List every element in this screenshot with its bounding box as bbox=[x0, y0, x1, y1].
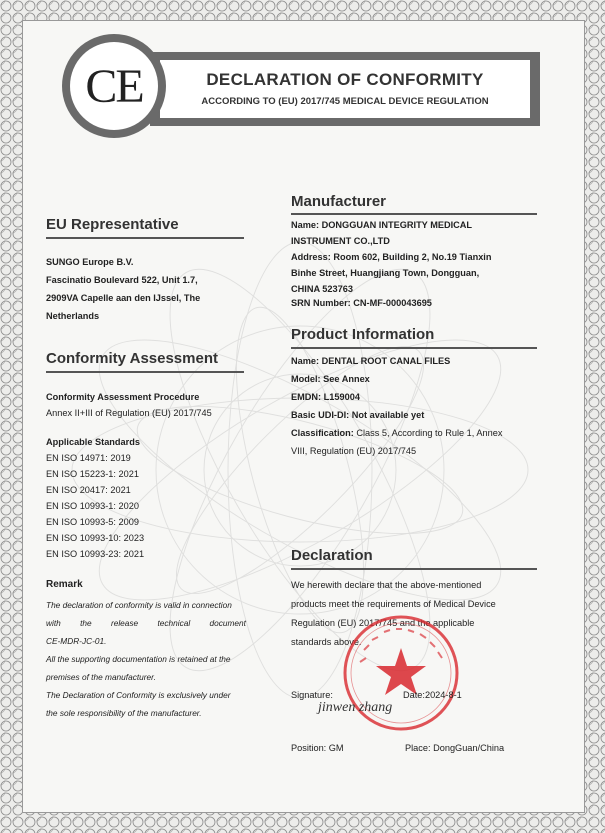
product-udi: Basic UDI-DI: Not available yet bbox=[291, 410, 425, 420]
standard-item: EN ISO 10993-10: 2023 bbox=[46, 533, 145, 543]
ce-mark-logo bbox=[62, 34, 166, 138]
standard-item: EN ISO 10993-5: 2009 bbox=[46, 517, 139, 527]
declaration-heading: Declaration bbox=[291, 547, 373, 564]
declaration-line: Regulation (EU) 2017/745 and the applicable bbox=[291, 618, 475, 628]
document-title: DECLARATION OF CONFORMITY bbox=[206, 70, 484, 89]
standard-item: EN ISO 15223-1: 2021 bbox=[46, 469, 139, 479]
remark-word: release bbox=[110, 618, 139, 628]
manufacturer-line: Binhe Street, Huangjiang Town, Dongguan, bbox=[291, 268, 480, 278]
remark-line: CE-MDR-JC-01. bbox=[46, 636, 107, 646]
procedure-label: Conformity Assessment Procedure bbox=[46, 392, 200, 402]
product-emdn: EMDN: L159004 bbox=[291, 392, 360, 402]
product-rule bbox=[291, 347, 537, 349]
declaration-rule bbox=[291, 568, 537, 570]
product-model: Model: See Annex bbox=[291, 374, 370, 384]
declaration-line: standards above. bbox=[291, 637, 362, 647]
conformity-rule bbox=[46, 371, 244, 373]
remark-word: with bbox=[46, 618, 61, 628]
remark-line: The declaration of conformity is valid in connection bbox=[46, 600, 232, 610]
classification-label: Classification: bbox=[291, 428, 354, 438]
standard-item: EN ISO 10993-23: 2021 bbox=[46, 549, 145, 559]
eu-rep-name: SUNGO Europe B.V. bbox=[46, 257, 134, 267]
product-heading: Product Information bbox=[291, 326, 435, 343]
standard-item: EN ISO 14971: 2019 bbox=[46, 453, 131, 463]
declaration-line: products meet the requirements of Medical Device bbox=[291, 599, 496, 609]
manufacturer-heading: Manufacturer bbox=[291, 193, 387, 210]
signatory-position: Position: GM bbox=[291, 743, 344, 753]
signing-place: Place: DongGuan/China bbox=[405, 743, 505, 753]
manufacturer-rule bbox=[291, 213, 537, 215]
product-classification bbox=[291, 426, 502, 440]
remark-line: The Declaration of Conformity is exclusively under bbox=[46, 690, 231, 700]
declaration-line: We herewith declare that the above-mentioned bbox=[291, 580, 482, 590]
declaration-date: Date:2024-8-1 bbox=[403, 690, 462, 700]
ce-mark-text: CE bbox=[85, 59, 143, 113]
remark-word: document bbox=[209, 618, 246, 628]
remark-word: the bbox=[80, 618, 92, 628]
standard-item: EN ISO 10993-1: 2020 bbox=[46, 501, 139, 511]
product-name: Name: DENTAL ROOT CANAL FILES bbox=[291, 356, 451, 366]
srn-number: SRN Number: CN-MF-000043695 bbox=[291, 298, 432, 308]
manufacturer-line: Name: DONGGUAN INTEGRITY MEDICAL bbox=[291, 220, 473, 230]
standards-label: Applicable Standards bbox=[46, 437, 140, 447]
conformity-heading: Conformity Assessment bbox=[46, 350, 218, 367]
manufacturer-line: Address: Room 602, Building 2, No.19 Tianxin bbox=[291, 252, 492, 262]
remark-line: All the supporting documentation is retained at the bbox=[46, 654, 231, 664]
eu-rep-heading: EU Representative bbox=[46, 216, 179, 233]
manufacturer-line: CHINA 523763 bbox=[291, 284, 353, 294]
remark-line: premises of the manufacturer. bbox=[46, 672, 156, 682]
procedure-value: Annex II+III of Regulation (EU) 2017/745 bbox=[46, 408, 212, 418]
remark-line-justified bbox=[46, 616, 246, 630]
handwritten-signature: jinwen zhang bbox=[318, 700, 393, 715]
classification-value: Class 5, According to Rule 1, Annex bbox=[353, 428, 503, 438]
eu-rep-rule bbox=[46, 237, 244, 239]
eu-rep-address-2: 2909VA Capelle aan den IJssel, The bbox=[46, 293, 201, 303]
remark-heading: Remark bbox=[46, 579, 83, 590]
document-subtitle: ACCORDING TO (EU) 2017/745 MEDICAL DEVICE REGULATION bbox=[201, 96, 489, 107]
title-banner bbox=[150, 52, 540, 126]
signature-label: Signature: bbox=[291, 690, 333, 700]
product-classification-2: VIII, Regulation (EU) 2017/745 bbox=[291, 446, 417, 456]
eu-rep-address-3: Netherlands bbox=[46, 311, 100, 321]
remark-line: the sole responsibility of the manufacturer. bbox=[46, 708, 202, 718]
manufacturer-line: INSTRUMENT CO.,LTD bbox=[291, 236, 390, 246]
standard-item: EN ISO 20417: 2021 bbox=[46, 485, 131, 495]
eu-rep-address-1: Fascinatio Boulevard 522, Unit 1.7, bbox=[46, 275, 198, 285]
remark-word: technical bbox=[157, 618, 191, 628]
